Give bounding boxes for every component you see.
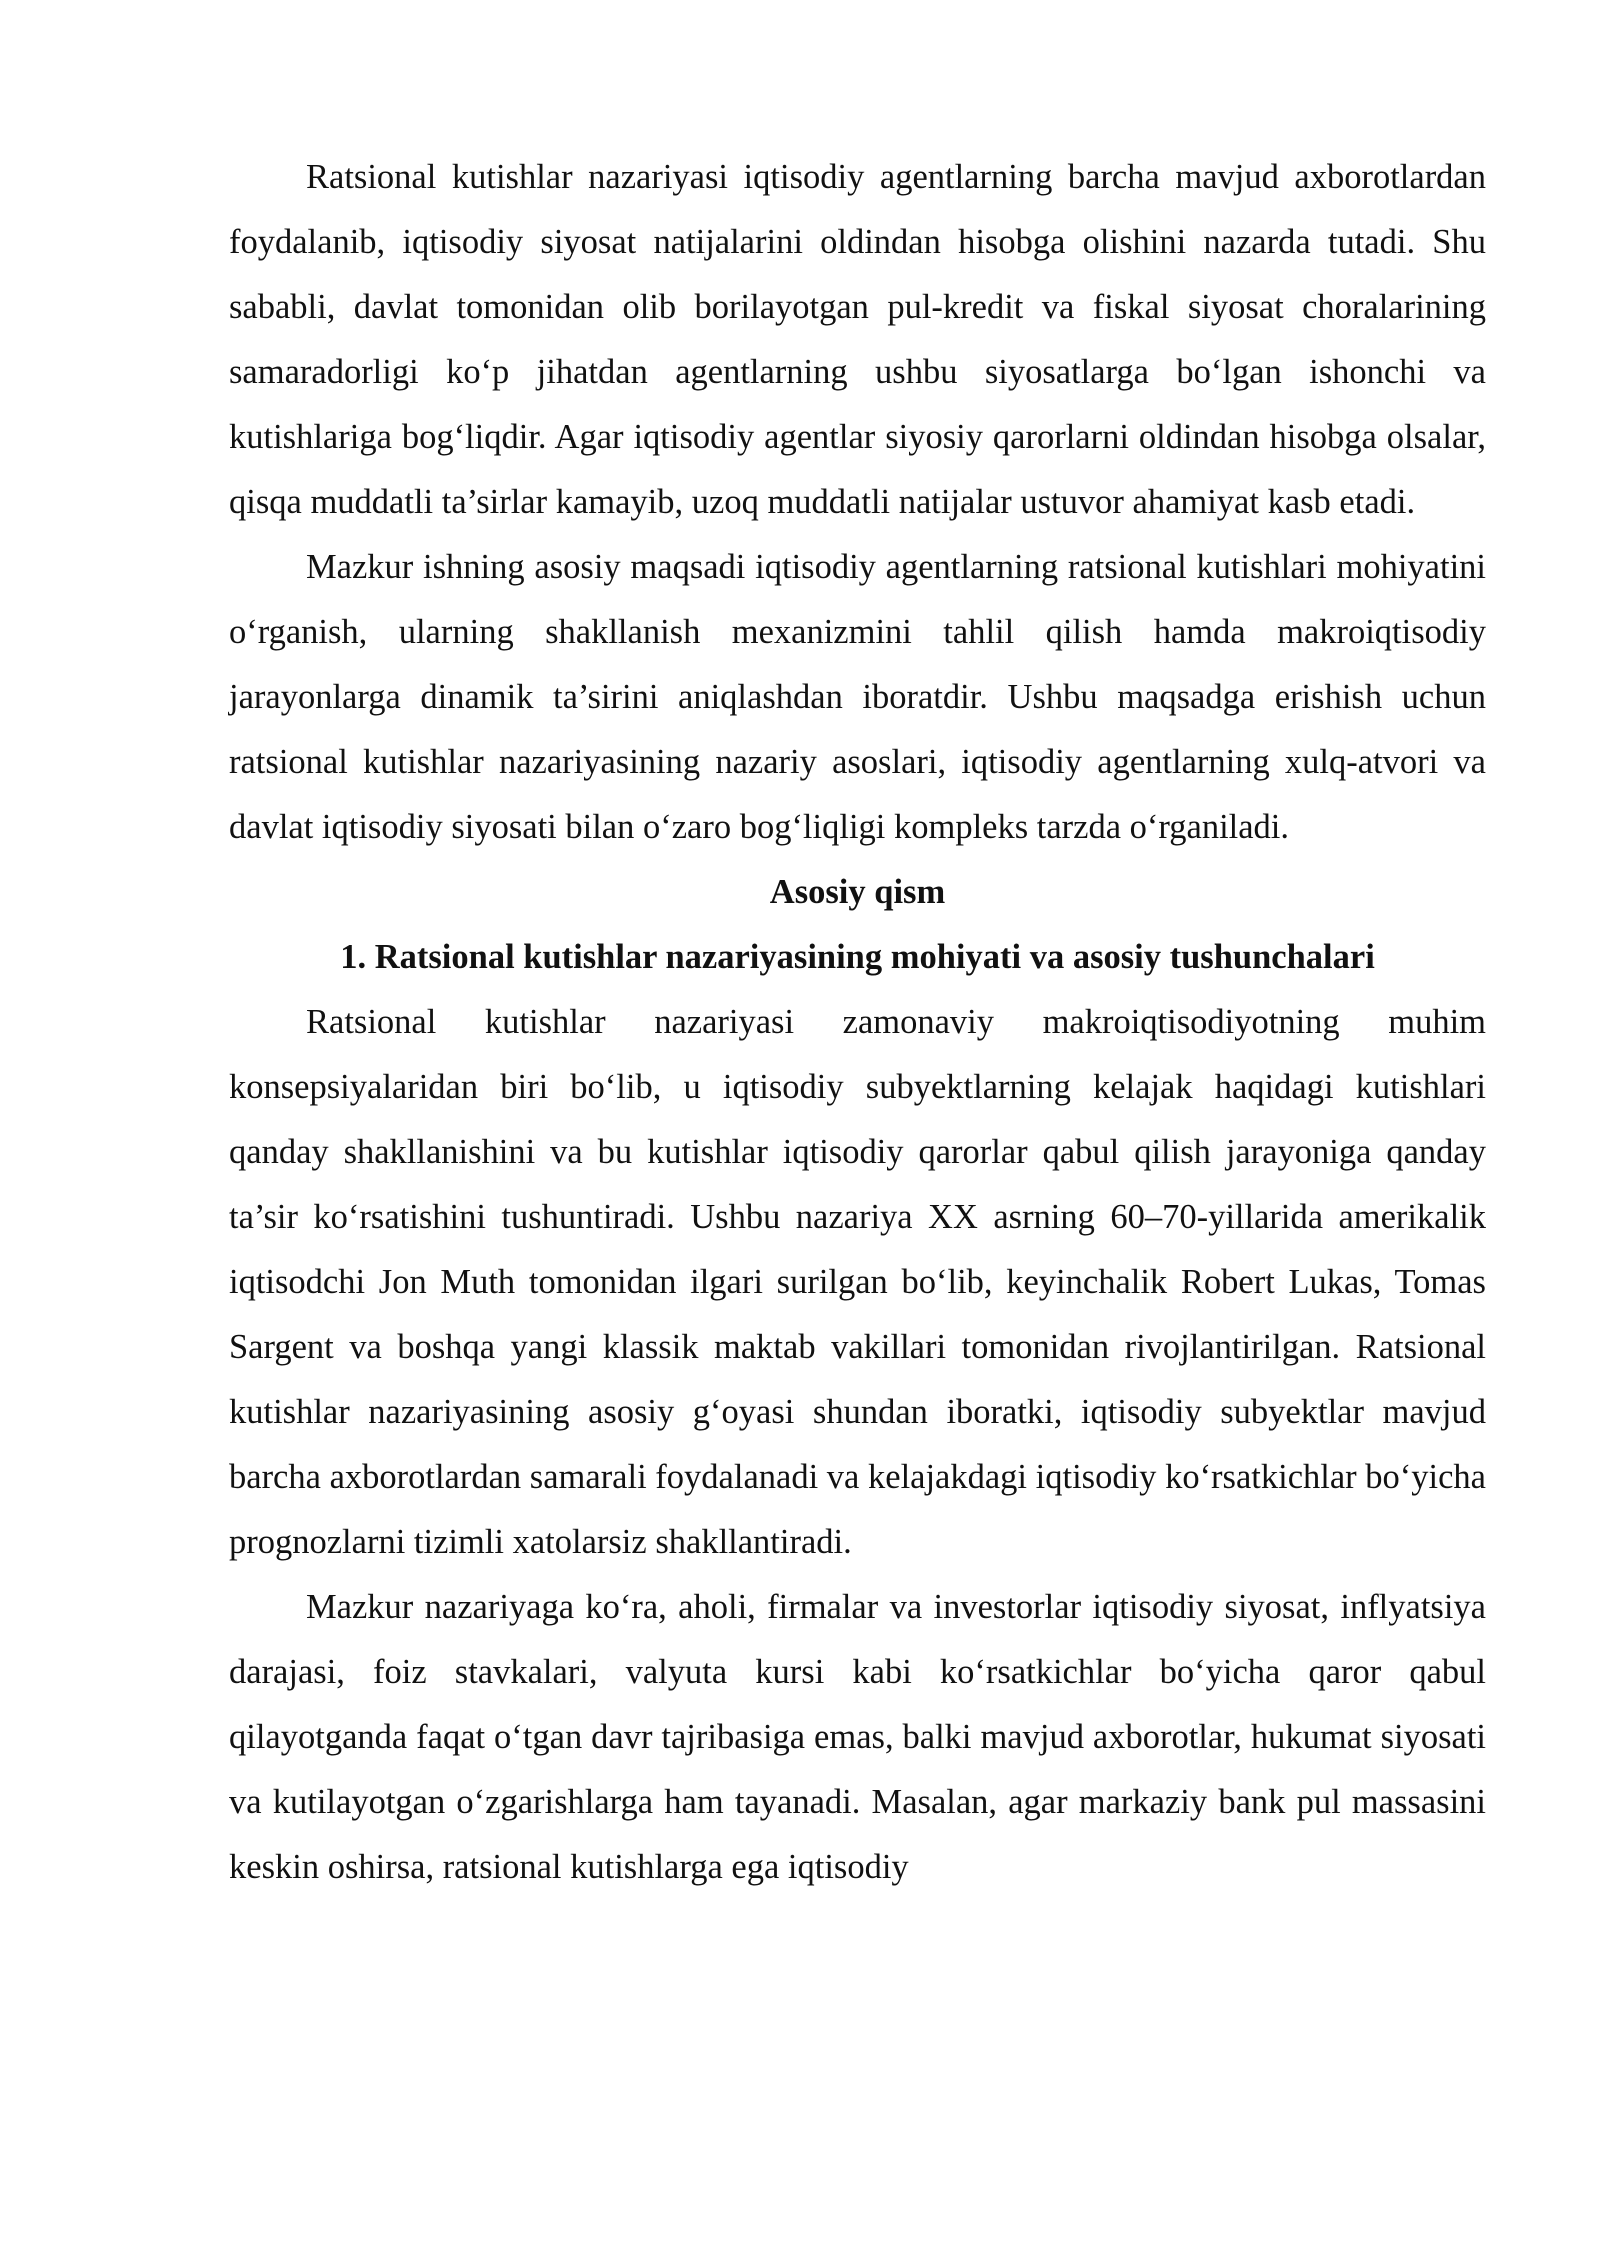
subsection-title: 1. Ratsional kutishlar nazariyasining mohiyati va asosiy tushunchalari bbox=[340, 938, 1375, 976]
main-paragraph-2: Mazkur nazariyaga ko‘ra, aholi, firmalar va investorlar iqtisodiy siyosat, inflyatsiya darajasi, foiz stavkalari, valyuta kursi kabi ko‘rsatkichlar bo‘yicha qaror qabul qilayotganda faqat o‘tgan davr tajribasiga emas, balki mavjud axborotlar, hukumat siyosati va kutilayotgan o‘zgarishlarga ham tayanadi. Masalan, agar markaziy bank pul massasini keskin oshirsa, ratsional kutishlarga ega iqtisodiy bbox=[229, 1588, 1486, 1886]
document-page bbox=[229, 145, 1486, 1900]
main-paragraph-1: Ratsional kutishlar nazariyasi zamonaviy makroiqtisodiyotning muhim konsepsiyalaridan biri bo‘lib, u iqtisodiy subyektlarning kelajak haqidagi kutishlari qanday shakllanishini va bu kutishlar iqtisodiy qarorlar qabul qilish jarayoniga qanday ta’sir ko‘rsatishini tushuntiradi. Ushbu nazariya XX asrning 60–70-yillarida amerikalik iqtisodchi Jon Muth tomonidan ilgari surilgan bo‘lib, keyinchalik Robert Lukas, Tomas Sargent va boshqa yangi klassik maktab vakillari tomonidan rivojlantirilgan. Ratsional kutishlar nazariyasining asosiy g‘oyasi shundan iboratki, iqtisodiy subyektlar mavjud barcha axborotlardan samarali foydalanadi va kelajakdagi iqtisodiy ko‘rsatkichlar bo‘yicha prognozlarni tizimli xatolarsiz shakllantiradi. bbox=[229, 1003, 1486, 1561]
intro-paragraph-2: Mazkur ishning asosiy maqsadi iqtisodiy agentlarning ratsional kutishlari mohiyatini o‘rganish, ularning shakllanish mexanizmini tahlil qilish hamda makroiqtisodiy jarayonlarga dinamik ta’sirini aniqlashdan iboratdir. Ushbu maqsadga erishish uchun ratsional kutishlar nazariyasining nazariy asoslari, iqtisodiy agentlarning xulq-atvori va davlat iqtisodiy siyosati bilan o‘zaro bog‘liqligi kompleks tarzda o‘rganiladi. bbox=[229, 548, 1486, 846]
section-title: Asosiy qism bbox=[769, 873, 946, 911]
intro-paragraph-1: Ratsional kutishlar nazariyasi iqtisodiy agentlarning barcha mavjud axborotlardan foydalanib, iqtisodiy siyosat natijalarini oldindan hisobga olishini nazarda tutadi. Shu sababli, davlat tomonidan olib borilayotgan pul-kredit va fiskal siyosat choralarining samaradorligi ko‘p jihatdan agentlarning ushbu siyosatlarga bo‘lgan ishonchi va kutishlariga bog‘liqdir. Agar iqtisodiy agentlar siyosiy qarorlarni oldindan hisobga olsalar, qisqa muddatli ta’sirlar kamayib, uzoq muddatli natijalar ustuvor ahamiyat kasb etadi. bbox=[229, 158, 1486, 521]
